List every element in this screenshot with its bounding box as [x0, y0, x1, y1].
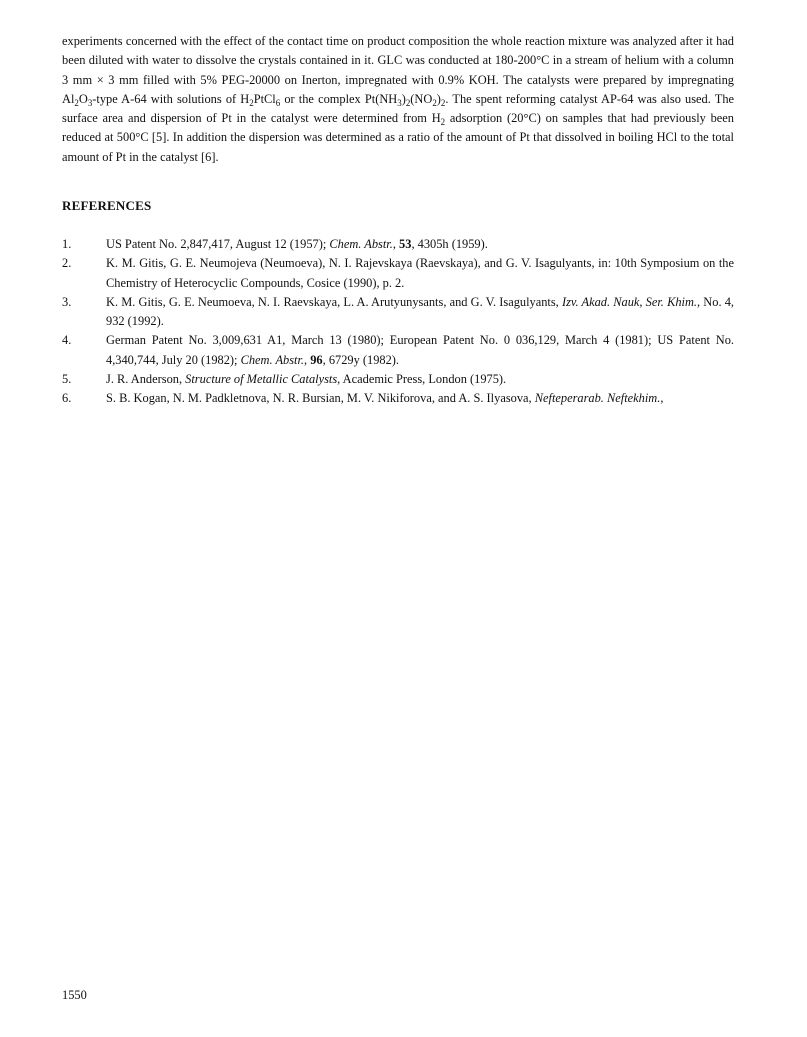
- reference-segment: , Academic Press, London (1975).: [337, 372, 507, 387]
- subscript: 2: [249, 98, 254, 108]
- page-number: 1550: [62, 988, 87, 1002]
- reference-segment: ,: [304, 352, 311, 367]
- body-text: -type A-64 with solutions of H: [92, 91, 250, 106]
- reference-segment: K. M. Gitis, G. E. Neumojeva (Neumoeva), N. I. Rajevskaya (Raevskaya), and G. V. Isagulyants, in: 10th Symposium on the Chemistry of Heterocyclic Compounds, Cosice (1990), p. 2.: [106, 256, 734, 290]
- reference-segment: ,: [660, 391, 664, 406]
- reference-text: [106, 370, 734, 389]
- reference-number: 4.: [62, 333, 72, 348]
- reference-segment: ,: [392, 237, 400, 251]
- reference-segment: K. M. Gitis, G. E. Neumoeva, N. I. Raevskaya, L. A. Arutyunysants, and G. V. Isagulyants,: [106, 294, 562, 309]
- subscript: 2: [440, 98, 446, 108]
- reference-item: [62, 235, 734, 254]
- body-text: . The spent reforming catalyst AP-64 was also used. The surface area and dispersion of Pt in the catalyst were determined from H: [62, 91, 735, 126]
- subscript: 2: [440, 117, 446, 128]
- reference-text: [106, 254, 734, 293]
- journal-title: Izv. Akad. Nauk, Ser. Khim.: [561, 294, 698, 309]
- journal-title: Chem. Abstr.: [240, 352, 305, 367]
- body-text: (NO: [410, 91, 433, 106]
- volume-number: 96: [310, 352, 323, 367]
- subscript: 2: [432, 98, 437, 108]
- body-text: experiments concerned with the effect of the contact time on product composition the whole reaction mixture was analyzed after it had been diluted with water to dissolve the crystals contained in it. GLC was conducted at 180-200°C in a stream of helium with a column 3 mm × 3 mm filled with 5% PEG-20000 on Inerton, impregnated with 0.9% KOH. The catalysts were prepared by impregnating Al: [62, 34, 734, 106]
- reference-item: [62, 293, 734, 332]
- subscript: 3: [397, 98, 402, 108]
- body-text: PtCl: [253, 91, 276, 106]
- body-text: adsorption (20°C) on samples that had previously been reduced at 500°C [5]. In addition the dispersion was determined as a ratio of the amount of Pt that dissolved in boiling HCl to the total amount of Pt in the catalyst [6].: [62, 111, 734, 164]
- body-text: ): [436, 91, 441, 106]
- reference-item: [62, 389, 734, 408]
- body-text: or the complex Pt(NH: [280, 91, 398, 106]
- reference-text: [106, 389, 734, 408]
- journal-title: Chem. Abstr.: [329, 237, 393, 251]
- reference-segment: J. R. Anderson,: [106, 372, 186, 387]
- reference-text: [106, 331, 734, 370]
- reference-segment: S. B. Kogan, N. M. Padkletnova, N. R. Bursian, M. V. Nikiforova, and A. S. Ilyasova,: [106, 391, 535, 406]
- reference-segment: US Patent No. 2,847,417, August 12 (1957);: [106, 237, 330, 251]
- body-text: O: [78, 91, 88, 106]
- body-text: ): [401, 91, 406, 106]
- reference-number: 2.: [62, 256, 72, 271]
- journal-title: Nefteperarab. Neftekhim.: [534, 391, 661, 406]
- reference-text: [106, 293, 734, 332]
- reference-number: 1.: [62, 237, 72, 251]
- reference-item: [62, 331, 734, 370]
- body-paragraph: [62, 32, 734, 167]
- volume-number: 53: [399, 237, 412, 251]
- reference-segment: , 6729y (1982).: [322, 352, 400, 367]
- book-title: Structure of Metallic Catalysts: [185, 372, 338, 387]
- reference-segment: , No. 4, 932 (1992).: [106, 294, 734, 329]
- reference-number: 6.: [62, 391, 72, 406]
- subscript: 3: [87, 98, 93, 108]
- subscript: 2: [405, 98, 411, 108]
- subscript: 6: [275, 98, 281, 108]
- reference-item: [62, 370, 734, 389]
- reference-number: 3.: [62, 294, 72, 309]
- subscript: 2: [74, 98, 79, 108]
- reference-segment: German Patent No. 3,009,631 A1, March 13 (1980); European Patent No. 0 036,129, March 4 (1981); US Patent No. 4,340,744, July 20 (1982);: [106, 333, 734, 367]
- reference-number: 5.: [62, 372, 72, 387]
- references-heading: REFERENCES: [62, 198, 152, 213]
- reference-item: [62, 254, 734, 293]
- reference-segment: , 4305h (1959).: [411, 237, 488, 251]
- references-list: [62, 235, 734, 409]
- reference-text: [106, 235, 734, 254]
